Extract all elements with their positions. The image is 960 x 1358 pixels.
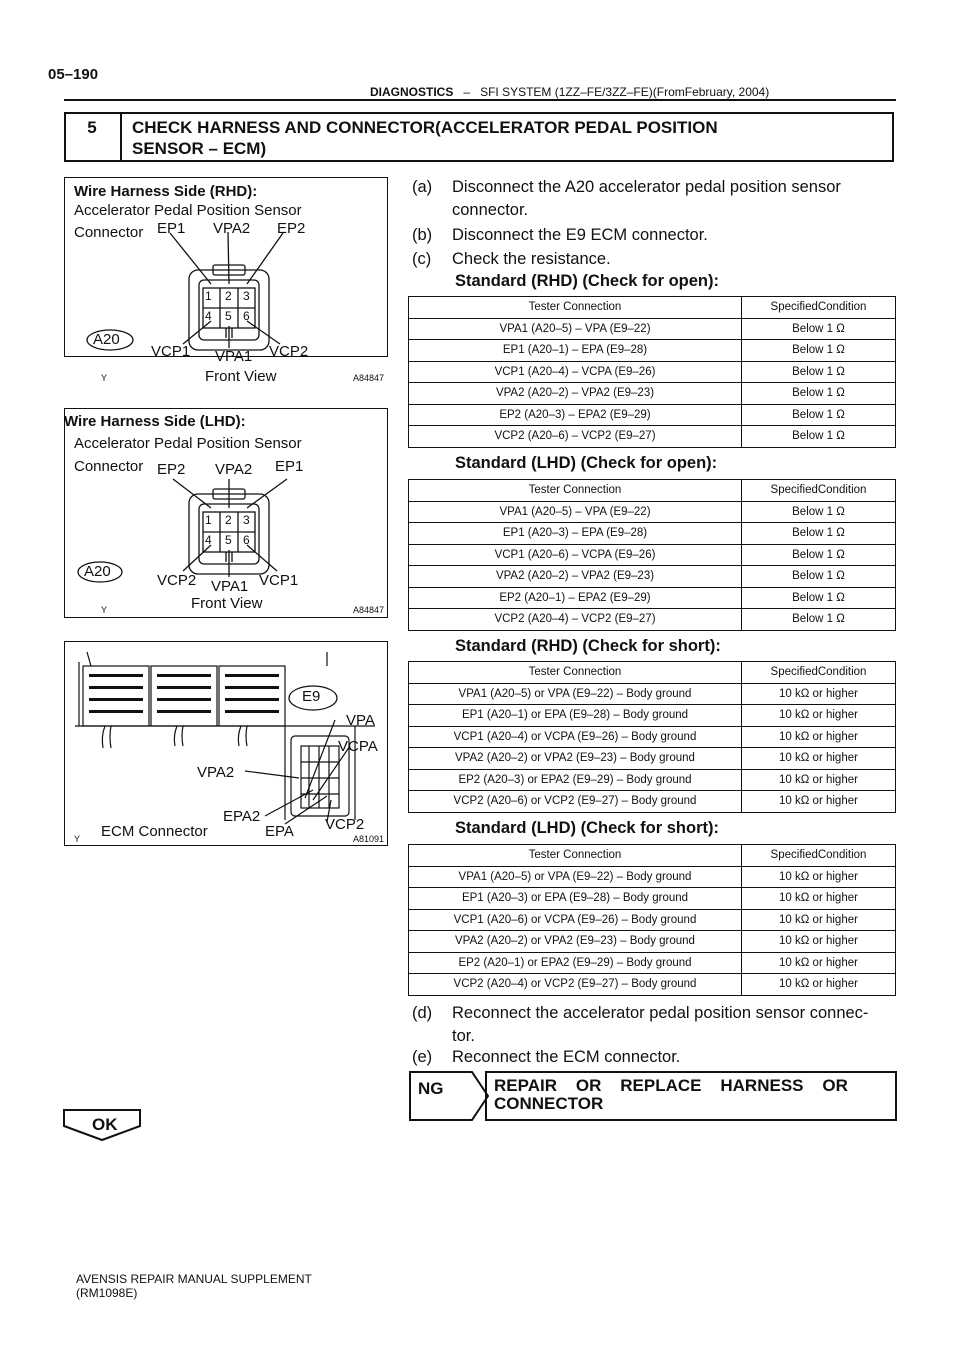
- ng-label: NG: [418, 1079, 444, 1098]
- step-title-line2: SENSOR – ECM): [132, 139, 267, 158]
- ecm-label-vpa: VPA: [346, 712, 375, 729]
- condition-cell: 10 kΩ or higher: [742, 866, 896, 888]
- rhd-connector-tag: A20: [93, 331, 120, 348]
- tester-cell: VPA1 (A20–5) – VPA (E9–22): [409, 501, 742, 523]
- table-lhd-open-title: Standard (LHD) (Check for open):: [455, 454, 718, 472]
- running-header: [370, 85, 769, 99]
- figure-ecm-connector: [64, 641, 388, 846]
- instruction-d: [412, 1002, 896, 1048]
- lhd-label-vcp1: VCP1: [259, 572, 299, 589]
- instruction-d-line1: Reconnect the accelerator pedal position sensor connec-: [452, 1004, 869, 1022]
- condition-cell: Below 1 Ω: [742, 523, 896, 545]
- lhd-figure-title: Wire Harness Side (LHD):: [64, 413, 246, 430]
- table-row: [409, 523, 896, 545]
- ng-action-line1: REPAIR OR REPLACE HARNESS OR: [494, 1076, 848, 1095]
- condition-cell: Below 1 Ω: [742, 340, 896, 362]
- condition-cell: Below 1 Ω: [742, 587, 896, 609]
- instruction-e-text: Reconnect the ECM connector.: [452, 1048, 681, 1066]
- col-header-tester: Tester Connection: [409, 297, 742, 319]
- condition-cell: 10 kΩ or higher: [742, 952, 896, 974]
- col-header-condition: SpecifiedCondition: [742, 845, 896, 867]
- condition-cell: 10 kΩ or higher: [742, 791, 896, 813]
- condition-cell: Below 1 Ω: [742, 544, 896, 566]
- col-header-condition: SpecifiedCondition: [742, 662, 896, 684]
- tester-cell: VPA1 (A20–5) or VPA (E9–22) – Body ground: [409, 683, 742, 705]
- header-section: DIAGNOSTICS: [370, 85, 454, 99]
- ecm-label-vpa2: VPA2: [197, 764, 235, 781]
- table-row: [409, 426, 896, 448]
- ng-action: [494, 1077, 888, 1113]
- rhd-pin-6: 6: [243, 309, 250, 323]
- step-number: 5: [64, 112, 122, 162]
- lhd-front-view: Front View: [191, 595, 263, 612]
- figure-rhd-connector: [64, 177, 388, 385]
- rhd-connector-word: Connector: [74, 224, 144, 241]
- ecm-connector-caption: ECM Connector: [101, 823, 208, 840]
- ecm-figure-code: A81091: [353, 834, 385, 844]
- table-rhd-short-title: Standard (RHD) (Check for short):: [455, 637, 721, 655]
- footer-line1: AVENSIS REPAIR MANUAL SUPPLEMENT: [76, 1272, 312, 1286]
- condition-cell: 10 kΩ or higher: [742, 748, 896, 770]
- table-row: [409, 769, 896, 791]
- table-row: [409, 404, 896, 426]
- rhd-label-ep1: EP1: [157, 220, 186, 237]
- table-row: [409, 866, 896, 888]
- tester-cell: VPA2 (A20–2) or VPA2 (E9–23) – Body ground: [409, 931, 742, 953]
- condition-cell: Below 1 Ω: [742, 609, 896, 631]
- table-row: [409, 726, 896, 748]
- ecm-y-mark: Y: [74, 834, 81, 844]
- lhd-pin-5: 5: [225, 533, 232, 547]
- footer: [76, 1272, 312, 1300]
- table-row: [409, 952, 896, 974]
- table-row: [409, 683, 896, 705]
- tester-cell: VPA2 (A20–2) – VPA2 (E9–23): [409, 383, 742, 405]
- lhd-label-vpa1: VPA1: [211, 578, 249, 595]
- rhd-label-vpa2: VPA2: [213, 220, 251, 237]
- col-header-tester: Tester Connection: [409, 480, 742, 502]
- table-row: [409, 888, 896, 910]
- condition-cell: Below 1 Ω: [742, 383, 896, 405]
- table-row: [409, 544, 896, 566]
- tester-cell: EP2 (A20–1) or EPA2 (E9–29) – Body ground: [409, 952, 742, 974]
- table-row: [409, 791, 896, 813]
- condition-cell: 10 kΩ or higher: [742, 726, 896, 748]
- rhd-label-vpa1: VPA1: [215, 348, 253, 365]
- condition-cell: Below 1 Ω: [742, 426, 896, 448]
- figure-lhd-connector: [64, 408, 388, 618]
- header-separator: –: [463, 85, 471, 99]
- col-header-tester: Tester Connection: [409, 845, 742, 867]
- rhd-figure-subtitle: Accelerator Pedal Position Sensor: [74, 202, 302, 219]
- condition-cell: 10 kΩ or higher: [742, 974, 896, 996]
- table-row: [409, 501, 896, 523]
- tester-cell: VPA1 (A20–5) or VPA (E9–22) – Body ground: [409, 866, 742, 888]
- ok-label: OK: [92, 1115, 118, 1134]
- instruction-e-label: (e): [412, 1048, 433, 1066]
- instruction-b: [412, 224, 708, 247]
- rhd-label-vcp2: VCP2: [269, 343, 309, 360]
- condition-cell: Below 1 Ω: [742, 501, 896, 523]
- instruction-c-label: (c): [412, 250, 432, 268]
- lhd-label-ep2: EP2: [157, 461, 186, 478]
- lhd-figure-code: A84847: [353, 605, 385, 615]
- tester-cell: EP1 (A20–3) – EPA (E9–28): [409, 523, 742, 545]
- table-header-row: [409, 297, 896, 319]
- tester-cell: VPA1 (A20–5) – VPA (E9–22): [409, 318, 742, 340]
- condition-cell: 10 kΩ or higher: [742, 888, 896, 910]
- instruction-a-label: (a): [412, 178, 433, 196]
- tester-cell: VCP2 (A20–4) – VCP2 (E9–27): [409, 609, 742, 631]
- table-row: [409, 974, 896, 996]
- rhd-y-mark: Y: [101, 373, 108, 383]
- table-row: [409, 566, 896, 588]
- header-rule: [64, 99, 896, 101]
- tester-cell: VCP2 (A20–6) – VCP2 (E9–27): [409, 426, 742, 448]
- tester-cell: EP2 (A20–1) – EPA2 (E9–29): [409, 587, 742, 609]
- table-rhd-open: [408, 296, 896, 448]
- table-header-row: [409, 662, 896, 684]
- tester-cell: EP1 (A20–1) or EPA (E9–28) – Body ground: [409, 705, 742, 727]
- lhd-pin-4: 4: [205, 533, 212, 547]
- ecm-label-epa2: EPA2: [223, 808, 261, 825]
- col-header-condition: SpecifiedCondition: [742, 480, 896, 502]
- instruction-d-label: (d): [412, 1004, 433, 1022]
- rhd-pin-3: 3: [243, 289, 250, 303]
- condition-cell: 10 kΩ or higher: [742, 683, 896, 705]
- table-row: [409, 748, 896, 770]
- table-row: [409, 587, 896, 609]
- col-header-tester: Tester Connection: [409, 662, 742, 684]
- tester-cell: EP2 (A20–3) – EPA2 (E9–29): [409, 404, 742, 426]
- instruction-d-line2: tor.: [452, 1027, 475, 1045]
- table-lhd-short: [408, 844, 896, 996]
- instruction-c-text: Check the resistance.: [452, 250, 611, 268]
- condition-cell: Below 1 Ω: [742, 566, 896, 588]
- page-number: 05–190: [48, 66, 99, 83]
- table-row: [409, 318, 896, 340]
- tester-cell: VCP1 (A20–6) or VCPA (E9–26) – Body ground: [409, 909, 742, 931]
- rhd-figure-code: A84847: [353, 373, 385, 383]
- tester-cell: VPA2 (A20–2) or VPA2 (E9–23) – Body ground: [409, 748, 742, 770]
- tester-cell: EP2 (A20–3) or EPA2 (E9–29) – Body ground: [409, 769, 742, 791]
- tester-cell: EP1 (A20–1) – EPA (E9–28): [409, 340, 742, 362]
- condition-cell: Below 1 Ω: [742, 318, 896, 340]
- instruction-c: [412, 248, 611, 271]
- condition-cell: 10 kΩ or higher: [742, 705, 896, 727]
- condition-cell: 10 kΩ or higher: [742, 909, 896, 931]
- table-row: [409, 609, 896, 631]
- lhd-label-vcp2: VCP2: [157, 572, 197, 589]
- table-lhd-short-title: Standard (LHD) (Check for short):: [455, 819, 719, 837]
- ecm-label-vcp2: VCP2: [325, 816, 365, 833]
- instruction-a-line1: Disconnect the A20 accelerator pedal position sensor: [452, 178, 841, 196]
- table-row: [409, 361, 896, 383]
- step-title-line1: CHECK HARNESS AND CONNECTOR(ACCELERATOR PEDAL POSITION: [132, 118, 718, 137]
- table-header-row: [409, 845, 896, 867]
- rhd-pin-2: 2: [225, 289, 232, 303]
- lhd-figure-subtitle: Accelerator Pedal Position Sensor: [74, 435, 302, 452]
- instruction-b-text: Disconnect the E9 ECM connector.: [452, 226, 708, 244]
- table-header-row: [409, 480, 896, 502]
- instruction-b-label: (b): [412, 226, 433, 244]
- instruction-a: [412, 176, 896, 222]
- table-row: [409, 931, 896, 953]
- condition-cell: Below 1 Ω: [742, 404, 896, 426]
- lhd-connector-tag: A20: [84, 563, 111, 580]
- lhd-connector-word: Connector: [74, 458, 144, 475]
- tester-cell: VCP1 (A20–4) – VCPA (E9–26): [409, 361, 742, 383]
- table-row: [409, 705, 896, 727]
- rhd-pin-5: 5: [225, 309, 232, 323]
- table-rhd-open-title: Standard (RHD) (Check for open):: [455, 272, 719, 290]
- lhd-label-vpa2: VPA2: [215, 461, 253, 478]
- ecm-connector-tag: E9: [302, 688, 321, 705]
- tester-cell: VCP1 (A20–4) or VCPA (E9–26) – Body ground: [409, 726, 742, 748]
- rhd-label-ep2: EP2: [277, 220, 306, 237]
- tester-cell: VPA2 (A20–2) – VPA2 (E9–23): [409, 566, 742, 588]
- lhd-pin-3: 3: [243, 513, 250, 527]
- ng-action-line2: CONNECTOR: [494, 1094, 604, 1113]
- rhd-figure-title: Wire Harness Side (RHD):: [74, 183, 258, 200]
- table-row: [409, 340, 896, 362]
- lhd-y-mark: Y: [101, 605, 108, 615]
- table-row: [409, 909, 896, 931]
- rhd-front-view: Front View: [205, 368, 277, 385]
- footer-line2: (RM1098E): [76, 1286, 138, 1300]
- instruction-e: [412, 1046, 680, 1069]
- col-header-condition: SpecifiedCondition: [742, 297, 896, 319]
- lhd-pin-1: 1: [205, 513, 212, 527]
- rhd-label-vcp1: VCP1: [151, 343, 191, 360]
- step-title: [132, 117, 872, 159]
- table-row: [409, 383, 896, 405]
- ecm-label-epa: EPA: [265, 823, 294, 840]
- tester-cell: EP1 (A20–3) or EPA (E9–28) – Body ground: [409, 888, 742, 910]
- lhd-label-ep1: EP1: [275, 458, 304, 475]
- instruction-a-line2: connector.: [452, 201, 529, 219]
- tester-cell: VCP2 (A20–6) or VCP2 (E9–27) – Body ground: [409, 791, 742, 813]
- table-lhd-open: [408, 479, 896, 631]
- rhd-pin-1: 1: [205, 289, 212, 303]
- tester-cell: VCP2 (A20–4) or VCP2 (E9–27) – Body ground: [409, 974, 742, 996]
- condition-cell: 10 kΩ or higher: [742, 769, 896, 791]
- rhd-pin-4: 4: [205, 309, 212, 323]
- condition-cell: 10 kΩ or higher: [742, 931, 896, 953]
- table-rhd-short: [408, 661, 896, 813]
- lhd-pin-2: 2: [225, 513, 232, 527]
- tester-cell: VCP1 (A20–6) – VCPA (E9–26): [409, 544, 742, 566]
- lhd-pin-6: 6: [243, 533, 250, 547]
- header-subtitle: SFI SYSTEM (1ZZ–FE/3ZZ–FE)(FromFebruary, 2004): [480, 85, 770, 99]
- ecm-label-vcpa: VCPA: [338, 738, 378, 755]
- condition-cell: Below 1 Ω: [742, 361, 896, 383]
